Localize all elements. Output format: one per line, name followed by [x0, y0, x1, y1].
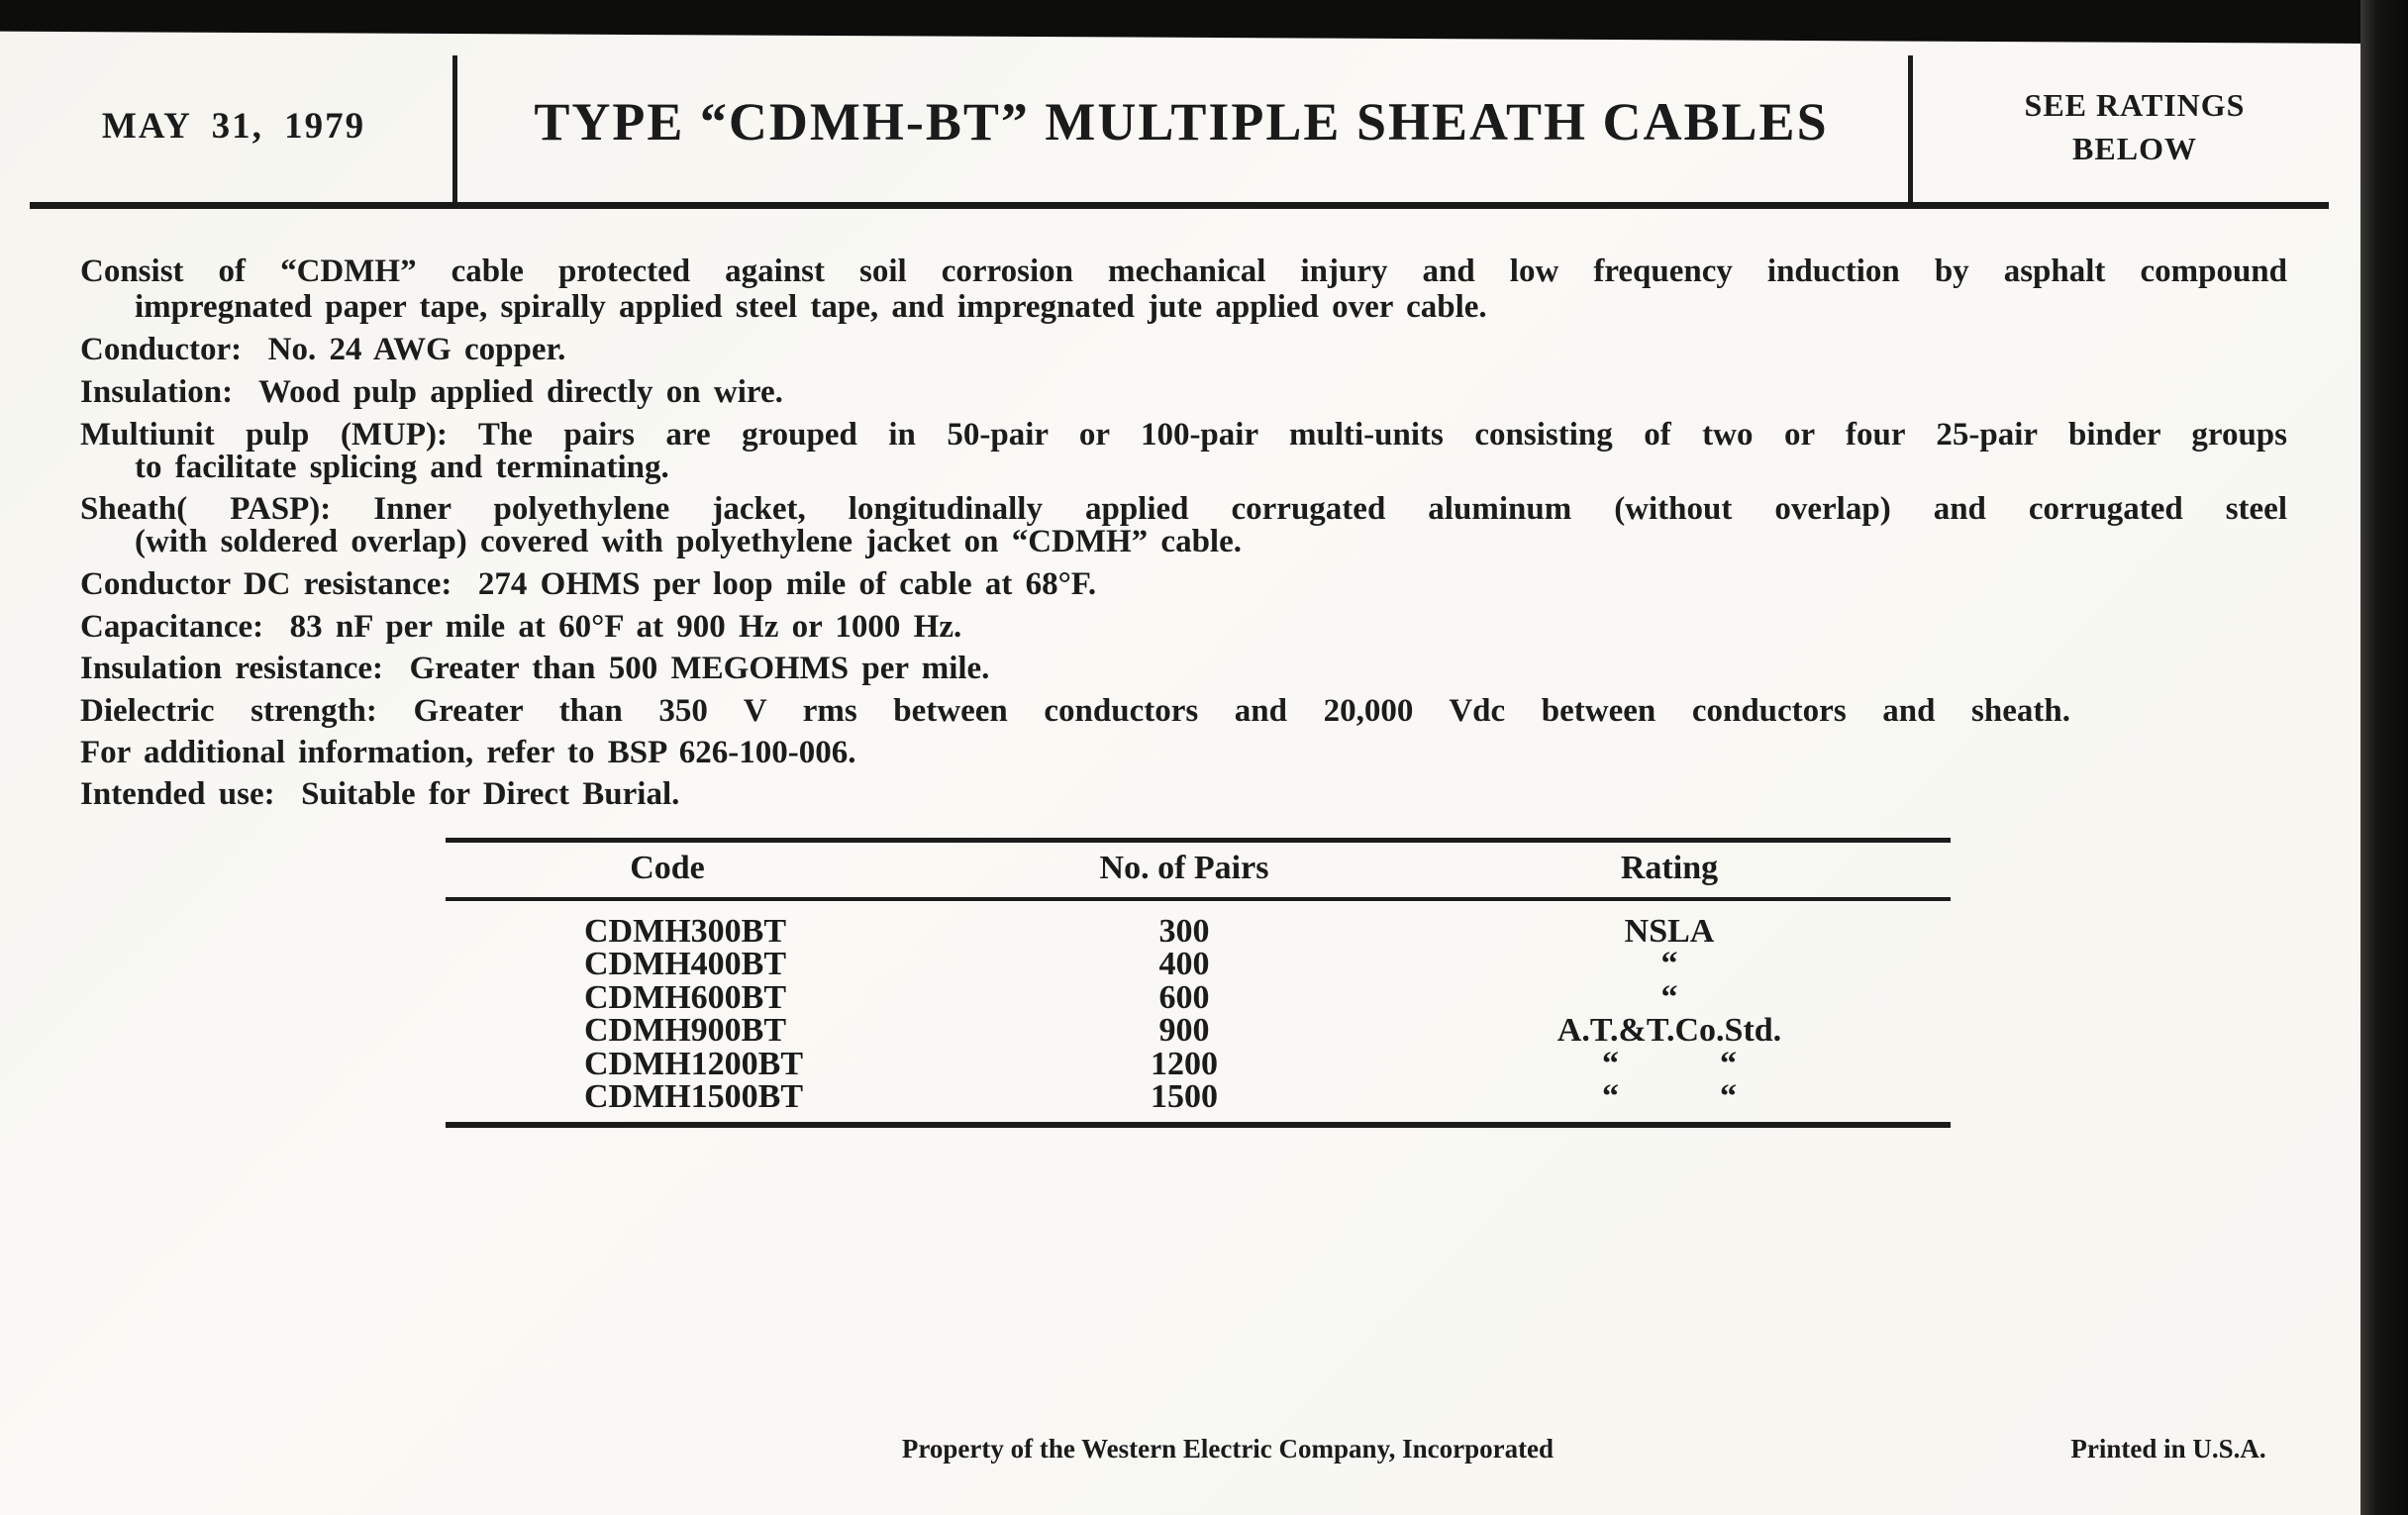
printed-notice: Printed in U.S.A. — [2070, 1434, 2266, 1464]
header-divider-right — [1908, 55, 1913, 202]
spec-line-insulation: Insulation: Wood pulp applied directly on wire. — [80, 374, 783, 410]
spec-line-conductor: Conductor: No. 24 AWG copper. — [80, 332, 566, 367]
pairs-cell: 600 — [1158, 979, 1210, 1016]
code-cell: CDMH300BT — [584, 913, 786, 950]
spec-line-dielectric: Dielectric strength: Greater than 350 V rms between conductors and 20,000 Vdc between conductors and sheath. — [80, 693, 2070, 729]
spec-line-sheath: Sheath( PASP): Inner polyethylene jacket, longitudinally applied corrugated aluminum (without overlap) and corrugated steel — [80, 491, 2287, 527]
pairs-cell: 300 — [1158, 913, 1210, 950]
code-cell: CDMH600BT — [584, 979, 786, 1016]
table-rule-bottom — [446, 1122, 1951, 1128]
spec-line-insulation-resistance: Insulation resistance: Greater than 500 MEGOHMS per mile. — [80, 651, 990, 686]
rating-cell: “ — [1660, 979, 1678, 1016]
code-cell: CDMH400BT — [584, 946, 786, 982]
rating-cell: “ — [1660, 946, 1678, 982]
table-rule-mid — [446, 897, 1951, 901]
column-header-pairs: No. of Pairs — [1099, 850, 1269, 886]
rating-cell: A.T.&T.Co.Std. — [1556, 1012, 1782, 1049]
property-notice: Property of the Western Electric Company, Incorporated — [901, 1434, 1555, 1464]
column-header-code: Code — [630, 850, 705, 886]
header-rule — [30, 202, 2329, 209]
code-cell: CDMH1500BT — [584, 1078, 803, 1115]
spec-line-multiunit-cont: to facilitate splicing and terminating. — [135, 450, 669, 485]
spec-line-consist-cont: impregnated paper tape, spirally applied steel tape, and impregnated jute applied over cable. — [135, 289, 1487, 325]
pairs-cell: 900 — [1158, 1012, 1210, 1049]
pairs-cell: 1500 — [1151, 1078, 1218, 1115]
ratings-note — [1917, 83, 2353, 170]
table-rule-top — [446, 838, 1951, 843]
code-cell: CDMH1200BT — [584, 1046, 803, 1082]
spec-line-additional-info: For additional information, refer to BSP 626-100-006. — [80, 735, 856, 770]
spec-line-sheath-cont: (with soldered overlap) covered with polyethylene jacket on “CDMH” cable. — [135, 524, 1242, 559]
spec-line-capacitance: Capacitance: 83 nF per mile at 60°F at 900 Hz or 1000 Hz. — [80, 609, 962, 645]
ratings-note-line2: BELOW — [2072, 131, 2197, 166]
spec-line-consist: Consist of “CDMH” cable protected against soil corrosion mechanical injury and low frequency induction by asphalt compound — [80, 253, 2287, 289]
spec-line-intended-use: Intended use: Suitable for Direct Burial. — [80, 776, 680, 812]
spec-line-dc-resistance: Conductor DC resistance: 274 OHMS per loop mile of cable at 68°F. — [80, 566, 1097, 602]
rating-cell: NSLA — [1624, 913, 1715, 950]
column-header-rating: Rating — [1620, 850, 1719, 886]
code-cell: CDMH900BT — [584, 1012, 786, 1049]
ratings-note-line1: SEE RATINGS — [2024, 87, 2246, 123]
rating-cell: “ “ — [1602, 1078, 1737, 1115]
pairs-cell: 1200 — [1151, 1046, 1218, 1082]
rating-cell: “ “ — [1602, 1046, 1737, 1082]
document-title: TYPE “CDMH-BT” MULTIPLE SHEATH CABLES — [534, 92, 1829, 152]
spec-line-multiunit: Multiunit pulp (MUP): The pairs are grouped in 50-pair or 100-pair multi-units consisting of two or four 25-pair binder groups — [80, 417, 2287, 453]
issue-date: MAY 31, 1979 — [101, 106, 366, 147]
scan-right-band — [2360, 0, 2408, 1515]
pairs-cell: 400 — [1158, 946, 1210, 982]
